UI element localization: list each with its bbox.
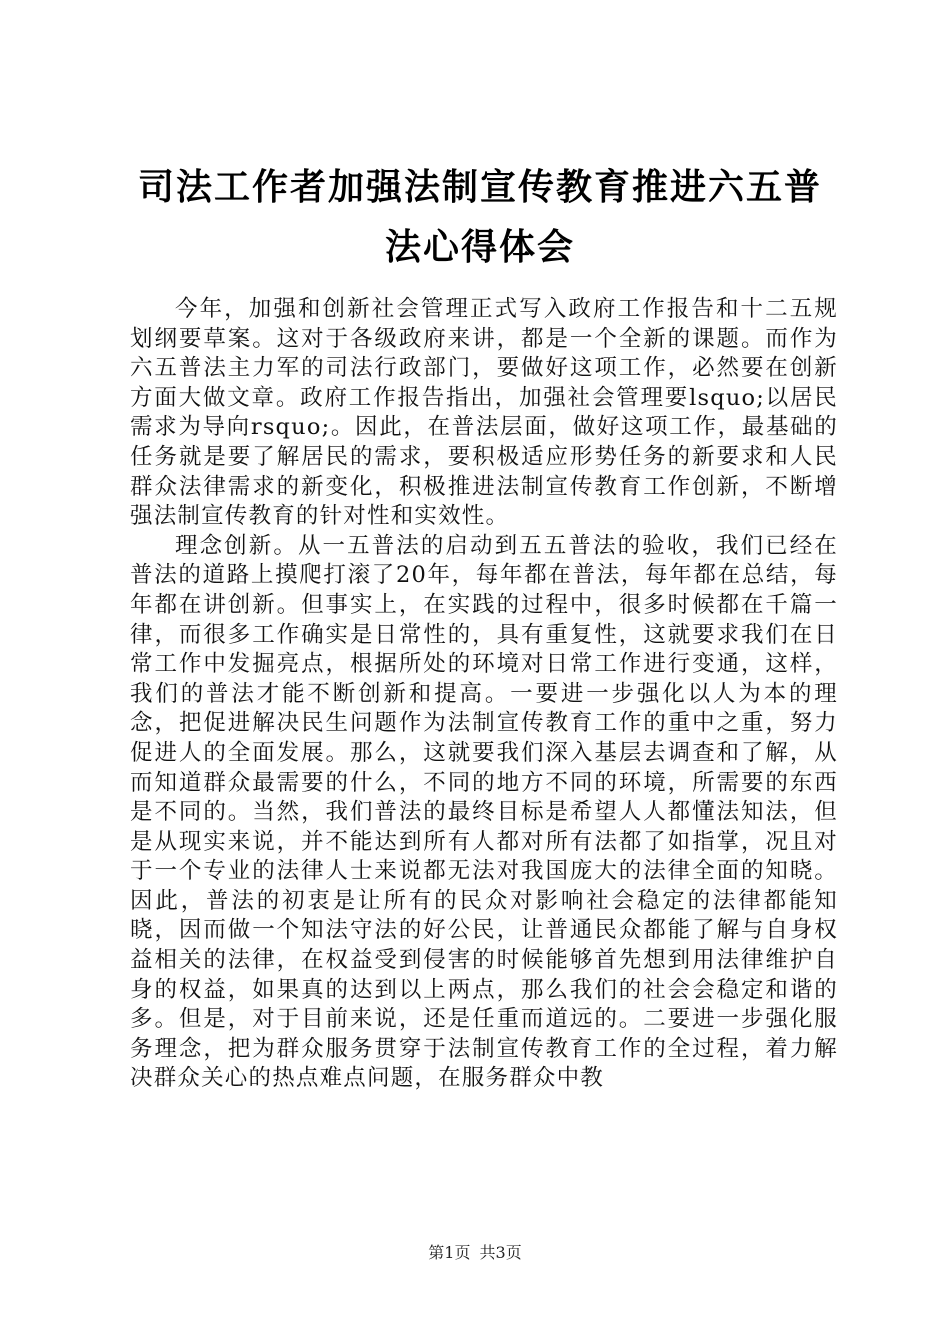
- paragraph-intro: 今年，加强和创新社会管理正式写入政府工作报告和十二五规划纲要草案。这对于各级政府来讲，都是一个全新的课题。而作为六五普法主力军的司法行政部门，要做好这项工作，必然要在创新方面大做文章。政府工作报告指出，加强社会管理要lsquo;以居民需求为导向rsquo;。因此，在普法层面，做好这项工作，最基础的任务就是要了解居民的需求，要积极适应形势任务的新要求和人民群众法律需求的新变化，积极推进法制宣传教育工作创新，不断增强法制宣传教育的针对性和实效性。: [130, 296, 838, 530]
- page-footer: [0, 1243, 950, 1263]
- document-title: 司法工作者加强法制宣传教育推进六五普法心得体会: [137, 167, 822, 268]
- document-body: [130, 295, 838, 1094]
- page-total: 共3页: [479, 1243, 522, 1262]
- page-number: 第1页: [428, 1243, 471, 1262]
- paragraph-concept-innovation: 理念创新。从一五普法的启动到五五普法的验收，我们已经在普法的道路上摸爬打滚了20年，每年都在普法，每年都在总结，每年都在讲创新。但事实上，在实践的过程中，很多时候都在千篇一律，而很多工作确实是日常性的，具有重复性，这就要求我们在日常工作中发掘亮点，根据所处的环境对日常工作进行变通，这样，我们的普法才能不断创新和提高。一要进一步强化以人为本的理念，把促进解决民生问题作为法制宣传教育工作的重中之重，努力促进人的全面发展。那么，这就要我们深入基层去调查和了解，从而知道群众最需要的什么，不同的地方不同的环境，所需要的东西是不同的。当然，我们普法的最终目标是希望人人都懂法知法，但是从现实来说，并不能达到所有人都对所有法都了如指掌，况且对于一个专业的法律人士来说都无法对我国庞大的法律全面的知晓。因此，普法的初衷是让所有的民众对影响社会稳定的法律都能知晓，因而做一个知法守法的好公民，让普通民众都能了解与自身权益相关的法律，在权益受到侵害的时候能够首先想到用法律维护自身的权益，如果真的达到以上两点，那么我们的社会会稳定和谐的多。但是，对于目前来说，还是任重而道远的。二要进一步强化服务理念，把为群众服务贯穿于法制宣传教育工作的全过程，着力解决群众关心的热点难点问题，在服务群众中教: [130, 532, 838, 1092]
